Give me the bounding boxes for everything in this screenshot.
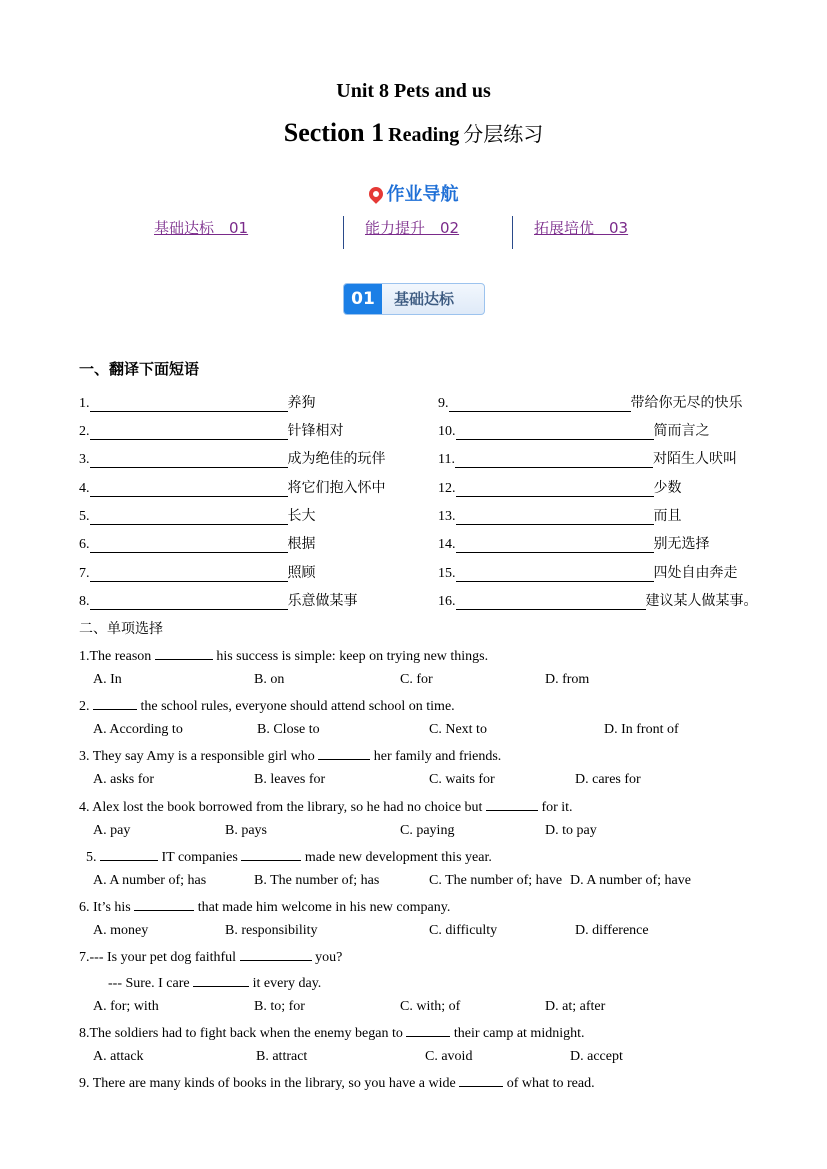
answer-blank[interactable] [90,397,288,412]
answer-blank[interactable] [193,974,249,987]
answer-blank[interactable] [100,848,158,861]
nav-divider [343,216,344,249]
question-stem: 1.The reason his success is simple: keep on trying new things. [79,649,489,664]
answer-blank[interactable] [406,1024,450,1037]
option-d[interactable]: D. A number of; have [570,873,691,888]
answer-blank[interactable] [449,397,631,412]
question-stem: 6. It’s his that made him welcome in his new company. [79,900,451,915]
question-stem: 4. Alex lost the book borrowed from the library, so he had no choice but for it. [79,800,573,815]
option-d[interactable]: D. from [545,672,590,687]
option-d[interactable]: D. difference [575,923,649,938]
option-c[interactable]: C. waits for [429,772,495,787]
option-d[interactable]: D. accept [570,1049,623,1064]
translate-item: 16. 建议某人做某事。 [438,593,758,609]
part1-title: 一、翻译下面短语 [79,360,200,378]
option-a[interactable]: A. pay [93,823,131,838]
section-number: Section 1 [283,118,385,147]
option-d[interactable]: D. to pay [545,823,597,838]
answer-blank[interactable] [456,425,654,440]
nav-link-extension[interactable]: 拓展培优 03 [534,219,629,237]
option-c[interactable]: C. paying [400,823,455,838]
section-subtitle: 分层练习 [463,122,544,146]
option-b[interactable]: B. responsibility [225,923,318,938]
question-stem: 2. the school rules, everyone should attend school on time. [79,699,455,714]
translate-item: 15. 四处自由奔走 [438,565,738,581]
option-d[interactable]: D. cares for [575,772,641,787]
translate-item: 3. 成为绝佳的玩伴 [79,451,386,467]
translate-item: 13. 而且 [438,508,682,524]
option-c[interactable]: C. for [400,672,433,687]
translate-item: 11. 对陌生人吠叫 [438,451,737,467]
option-c[interactable]: C. Next to [429,722,487,737]
option-b[interactable]: B. to; for [254,999,305,1014]
location-pin-icon [366,184,386,204]
option-a[interactable]: A. asks for [93,772,155,787]
option-d[interactable]: D. In front of [604,722,679,737]
answer-blank[interactable] [240,948,312,961]
option-c[interactable]: C. avoid [425,1049,473,1064]
answer-blank[interactable] [90,482,288,497]
answer-blank[interactable] [93,697,137,710]
answer-blank[interactable] [90,453,288,468]
answer-blank[interactable] [134,898,194,911]
option-c[interactable]: C. with; of [400,999,461,1014]
option-a[interactable]: A. money [93,923,149,938]
answer-blank[interactable] [90,538,288,553]
option-a[interactable]: A. In [93,672,122,687]
question-stem: 7.--- Is your pet dog faithful you? [79,950,343,965]
answer-blank[interactable] [456,510,654,525]
translate-item: 14. 别无选择 [438,536,710,552]
answer-blank[interactable] [456,567,654,582]
option-a[interactable]: A. According to [93,722,183,737]
question-stem: 5. IT companies made new development this year. [86,850,492,865]
nav-link-basic[interactable]: 基础达标 01 [154,219,249,237]
translate-item: 10. 简而言之 [438,423,710,439]
answer-blank[interactable] [90,567,288,582]
option-b[interactable]: B. leaves for [254,772,326,787]
part2-title: 二、单项选择 [79,621,163,637]
nav-title-text: 作业导航 [386,184,459,205]
answer-blank[interactable] [456,538,654,553]
section-badge [343,283,485,315]
answer-blank[interactable] [90,425,288,440]
option-b[interactable]: B. The number of; has [254,873,380,888]
translate-item: 7. 照顾 [79,565,316,581]
translate-item: 5. 长大 [79,508,316,524]
option-b[interactable]: B. pays [225,823,267,838]
translate-item: 6. 根据 [79,536,316,552]
translate-item: 9. 带给你无尽的快乐 [438,395,743,411]
badge-label: 基础达标 [394,290,455,308]
answer-blank[interactable] [155,647,213,660]
translate-item: 1. 养狗 [79,395,316,411]
answer-blank[interactable] [90,595,288,610]
homework-nav-title [0,180,827,206]
unit-title: Unit 8 Pets and us [336,80,491,102]
translate-item: 8. 乐意做某事 [79,593,358,609]
option-a[interactable]: A. A number of; has [93,873,207,888]
question-stem: 3. They say Amy is a responsible girl who her family and friends. [79,749,502,764]
question-stem: 9. There are many kinds of books in the library, so you have a wide of what to read. [79,1076,595,1091]
nav-divider [512,216,513,249]
section-title [0,118,827,148]
answer-blank[interactable] [241,848,301,861]
option-b[interactable]: B. on [254,672,285,687]
option-a[interactable]: A. attack [93,1049,144,1064]
translate-item: 2. 针锋相对 [79,423,344,439]
answer-blank[interactable] [456,482,654,497]
section-reading: Reading [388,124,460,146]
option-b[interactable]: B. attract [256,1049,308,1064]
answer-blank[interactable] [455,453,653,468]
option-c[interactable]: C. The number of; have [429,873,563,888]
answer-blank[interactable] [459,1074,503,1087]
answer-blank[interactable] [486,798,538,811]
translate-item: 12. 少数 [438,480,682,496]
option-b[interactable]: B. Close to [257,722,320,737]
answer-blank[interactable] [456,595,646,610]
answer-blank[interactable] [90,510,288,525]
option-d[interactable]: D. at; after [545,999,606,1014]
badge-number: 01 [344,284,382,314]
nav-link-ability[interactable]: 能力提升 02 [365,219,460,237]
question-stem: 8.The soldiers had to fight back when the enemy began to their camp at midnight. [79,1026,585,1041]
option-c[interactable]: C. difficulty [429,923,498,938]
option-a[interactable]: A. for; with [93,999,159,1014]
translate-item: 4. 将它们抱入怀中 [79,480,386,496]
answer-blank[interactable] [318,747,370,760]
question-stem-line2: --- Sure. I care it every day. [108,976,322,991]
